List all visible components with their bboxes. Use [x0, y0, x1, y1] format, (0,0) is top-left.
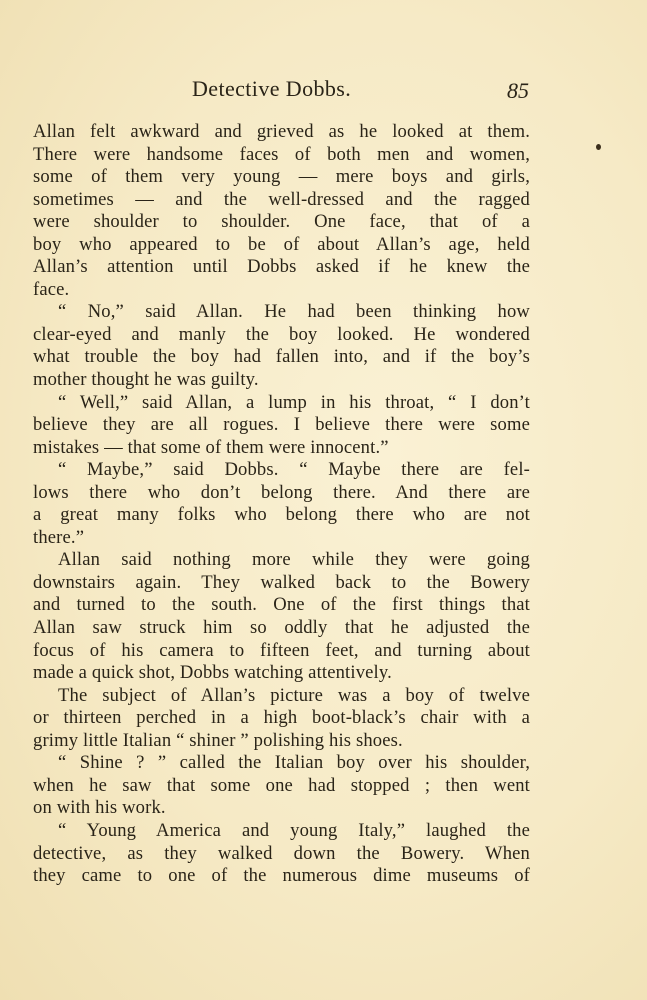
text-line: they came to one of the numerous dime museums of	[33, 865, 530, 887]
text-line: sometimes — and the well-dressed and the ragged	[33, 188, 530, 210]
text-line: mother thought he was guilty.	[33, 369, 259, 391]
text-line: on with his work.	[33, 797, 166, 819]
text-line: “ Young America and young Italy,” laughed the	[58, 819, 530, 841]
text-line: “ No,” said Allan. He had been thinking how	[58, 301, 530, 323]
text-line: made a quick shot, Dobbs watching attentively.	[33, 662, 392, 684]
text-line: The subject of Allan’s picture was a boy of twelve	[58, 684, 530, 706]
text-line: some of them very young — mere boys and girls,	[33, 166, 530, 188]
text-line: boy who appeared to be of about Allan’s age, held	[33, 233, 530, 255]
body-text	[33, 121, 530, 888]
page-header	[0, 76, 647, 108]
text-line: were shoulder to shoulder. One face, that of a	[33, 211, 530, 233]
text-line: grimy little Italian “ shiner ” polishing his shoes.	[33, 729, 403, 751]
text-line: clear-eyed and manly the boy looked. He wondered	[33, 323, 530, 345]
text-line: Allan’s attention until Dobbs asked if he knew the	[33, 256, 530, 278]
text-line: downstairs again. They walked back to the Bowery	[33, 571, 530, 593]
text-line: Allan saw struck him so oddly that he adjusted the	[33, 617, 530, 639]
text-line: Allan felt awkward and grieved as he looked at them.	[33, 121, 530, 142]
text-line: and turned to the south. One of the first things that	[33, 594, 530, 616]
text-line: lows there who don’t belong there. And there are	[33, 481, 530, 503]
text-line: believe they are all rogues. I believe there were some	[33, 414, 530, 436]
text-line: a great many folks who belong there who are not	[33, 504, 530, 526]
text-line: “ Maybe,” said Dobbs. “ Maybe there are fel-	[58, 459, 530, 481]
running-title: Detective Dobbs.	[192, 76, 352, 101]
text-line: “ Well,” said Allan, a lump in his throat, “ I don’t	[58, 391, 530, 413]
text-line: when he saw that some one had stopped ; then went	[33, 774, 530, 796]
ink-speck	[596, 144, 601, 150]
text-line: detective, as they walked down the Bowery. When	[33, 842, 530, 864]
text-line: mistakes — that some of them were innocent.”	[33, 436, 389, 458]
text-line: Allan said nothing more while they were going	[58, 549, 530, 571]
text-line: focus of his camera to fifteen feet, and turning about	[33, 639, 530, 661]
text-line: “ Shine ? ” called the Italian boy over his shoulder,	[58, 752, 530, 774]
page-number: 85	[507, 78, 529, 103]
text-line: There were handsome faces of both men and women,	[33, 143, 530, 165]
text-line: or thirteen perched in a high boot-black’s chair with a	[33, 707, 530, 729]
text-line: what trouble the boy had fallen into, and if the boy’s	[33, 346, 530, 368]
text-line: face.	[33, 278, 70, 300]
text-line: there.”	[33, 526, 85, 548]
